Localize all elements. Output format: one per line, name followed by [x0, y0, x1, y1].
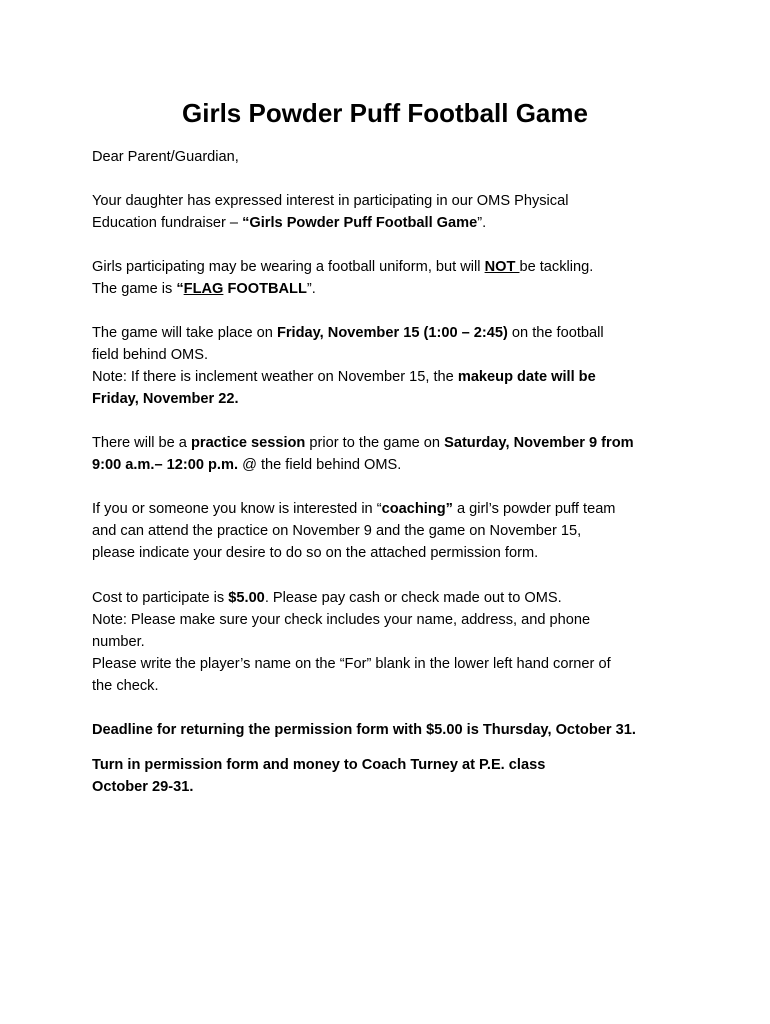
not-emphasis: NOT	[484, 259, 520, 275]
coaching-text: If you or someone you know is interested in “	[92, 501, 382, 517]
practice-date-bold: Saturday, November 9 from	[444, 435, 634, 451]
game-date-bold: Friday, November 15 (1:00 – 2:45)	[276, 325, 508, 341]
cost-line-4: Please write the player’s name on the “For” blank in the lower left hand corner of	[92, 656, 611, 672]
schedule-location: on the football	[507, 325, 604, 341]
event-name-bold: “Girls Powder Puff Football Game	[242, 215, 478, 231]
turn-in-line-2: October 29-31.	[92, 779, 194, 795]
coaching-line-2: and can attend the practice on November 9 and the game on November 15,	[92, 523, 582, 539]
cost-line-2: Note: Please make sure your check includes your name, address, and phone	[92, 612, 591, 628]
practice-line-2	[92, 454, 401, 476]
uniform-line-1	[92, 256, 593, 278]
deadline-line: Deadline for returning the permission form with $5.00 is Thursday, October 31.	[92, 722, 636, 738]
practice-location: @ the field behind OMS.	[238, 457, 402, 473]
practice-prior: prior to the game on	[305, 435, 445, 451]
intro-line-2	[92, 212, 486, 234]
game-is-text: The game is	[92, 281, 177, 297]
open-quote: “	[176, 281, 184, 297]
weather-note: Note: If there is inclement weather on November 15, the	[92, 369, 458, 385]
document-title: Girls Powder Puff Football Game	[182, 98, 588, 128]
schedule-text: The game will take place on	[92, 325, 277, 341]
intro-line-1: Your daughter has expressed interest in participating in our OMS Physical	[92, 193, 569, 209]
coaching-line-3: please indicate your desire to do so on the attached permission form.	[92, 545, 539, 561]
schedule-line-2: field behind OMS.	[92, 347, 209, 363]
cost-line-5: the check.	[92, 678, 159, 694]
uniform-line-2	[92, 278, 316, 300]
practice-text: There will be a	[92, 435, 191, 451]
coaching-bold: coaching”	[381, 501, 453, 517]
close-quote: ”.	[306, 281, 316, 297]
cost-line-1	[92, 587, 562, 609]
practice-session-bold: practice session	[190, 435, 306, 451]
schedule-line-3	[92, 366, 596, 388]
football-emphasis: FOOTBALL	[223, 281, 307, 297]
schedule-line-1	[92, 322, 604, 344]
salutation: Dear Parent/Guardian,	[92, 149, 239, 165]
coaching-team: a girl’s powder puff team	[452, 501, 616, 517]
makeup-date-bold: makeup date will be	[457, 369, 596, 385]
intro-text: Education fundraiser –	[92, 215, 243, 231]
makeup-date-line: Friday, November 22.	[92, 391, 239, 407]
practice-line-1	[92, 432, 634, 454]
cost-amount-bold: $5.00	[228, 590, 265, 606]
cost-line-3: number.	[92, 634, 145, 650]
practice-time-bold: 9:00 a.m.– 12:00 p.m.	[92, 457, 239, 473]
intro-end: ”.	[477, 215, 487, 231]
uniform-text: Girls participating may be wearing a football uniform, but will	[92, 259, 485, 275]
turn-in-line-1: Turn in permission form and money to Coach Turney at P.E. class	[92, 757, 546, 773]
cost-payment: . Please pay cash or check made out to OMS.	[264, 590, 562, 606]
cost-text: Cost to participate is	[92, 590, 229, 606]
coaching-line-1	[92, 498, 615, 520]
flag-emphasis: FLAG	[183, 281, 224, 297]
tackling-text: be tackling.	[519, 259, 594, 275]
